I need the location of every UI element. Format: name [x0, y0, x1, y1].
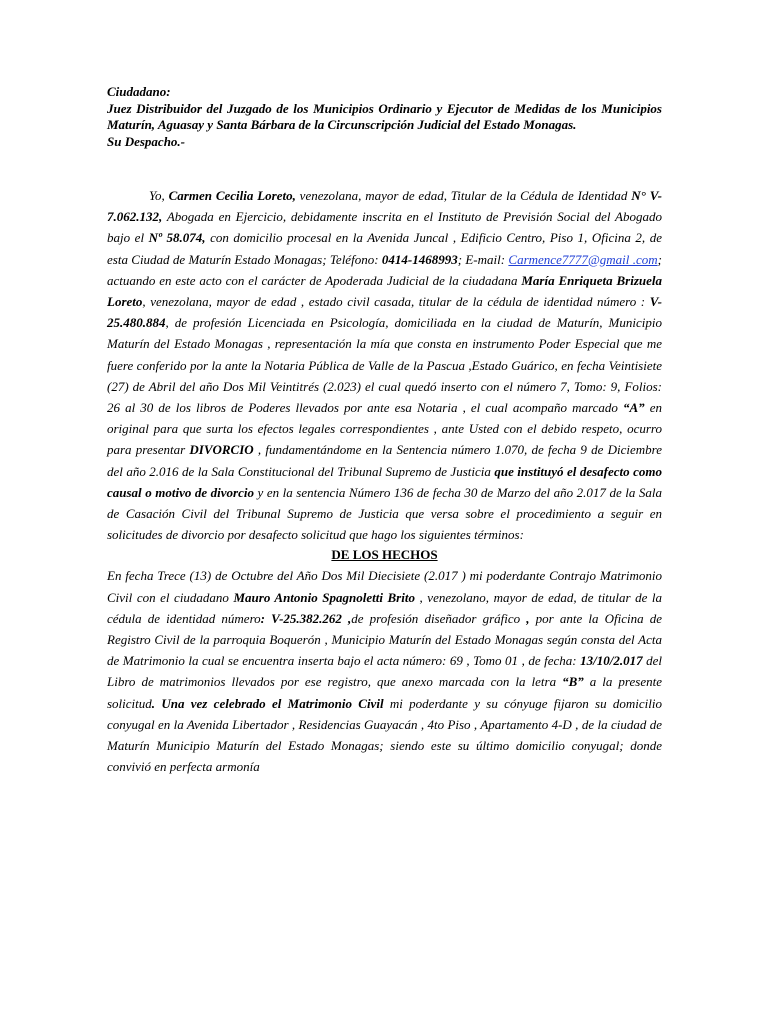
- mark-a: “A”: [622, 400, 645, 416]
- hechos-text: a la presente solicitud: [107, 674, 662, 711]
- spouse-id: : V-25.382.262 ,: [260, 610, 352, 626]
- hechos-paragraph: [107, 565, 662, 777]
- hechos-text: de profesión diseñador gráfico: [351, 610, 527, 626]
- letter-body: [107, 185, 662, 777]
- hechos-bold-text: . Una vez celebrado el Matrimonio Civil: [151, 695, 384, 711]
- spouse-name: Mauro Antonio Spagnoletti Brito: [233, 589, 415, 605]
- bold-comma: ,: [526, 610, 530, 626]
- letter-header: [107, 84, 662, 150]
- lawyer-name: Carmen Cecilia Loreto,: [168, 188, 296, 203]
- intro-text: Yo,: [149, 188, 169, 203]
- hechos-text: por ante la Oficina de Registro Civil de la parroquia Boquerón , Municipio Maturín del Estado Monagas según consta del Acta de Matrimonio la cual se encuentra inserta bajo el acta número: 69 , Tomo 01 , de fecha:: [107, 610, 662, 669]
- section-title-hechos: DE LOS HECHOS: [331, 547, 438, 563]
- intro-text: , de profesión Licenciada en Psicología, domiciliada en la ciudad de Maturín, Municipio Maturín del Estado Monagas , representación la mía que consta en instrumento Poder Especial que me fuere conferido por la ante la Notaria Pública de Valle de la Pascua ,Estado Guárico, en fecha Veintisiete (27) de Abril del año Dos Mil Veintitrés (2.023) el cual quedó inserto con el número 7, Tomo: 9, Folios: 26 al 30 de los libros de Poderes llevados por ante esa Notaria , el cual acompaño marcado: [107, 315, 662, 416]
- divorcio-keyword: DIVORCIO: [189, 442, 254, 458]
- salutation: Ciudadano:: [107, 84, 171, 99]
- marriage-date: 13/10/2.017: [580, 653, 643, 669]
- desafecto-clause: que instituyó el desafecto como causal o motivo de divorcio: [107, 463, 662, 500]
- intro-text: con domicilio procesal en la Avenida Juncal , Edificio Centro, Piso 1, Oficina 2, de esta Ciudad de Maturín Estado Monagas; Teléfono:: [107, 230, 662, 267]
- intro-text: Abogada en Ejercicio, debidamente inscrita en el Instituto de Previsión Social del Abogado bajo el: [107, 209, 662, 246]
- inpre-number: Nº 58.074,: [148, 230, 206, 246]
- intro-text: , venezolana, mayor de edad , estado civil casada, titular de la cédula de identidad número :: [142, 294, 650, 310]
- mark-b: “B”: [562, 674, 584, 690]
- intro-text: ; actuando en este acto con el carácter de Apoderada Judicial de la ciudadana: [107, 251, 662, 288]
- client-id: V- 25.480.884: [107, 294, 662, 331]
- intro-text: ; E-mail:: [457, 251, 509, 267]
- email-link[interactable]: Carmence7777@gmail .com: [508, 251, 658, 267]
- phone-number: 0414-1468993: [381, 251, 458, 267]
- intro-paragraph: [107, 185, 662, 545]
- intro-text: , fundamentándome en la Sentencia número 1.070, de fecha 9 de Diciembre del año 2.016 de la Sala Constitucional del Tribunal Supremo de Justicia: [107, 442, 662, 479]
- hechos-text: mi poderdante y su cónyuge fijaron su domicilio conyugal en la Avenida Libertador , Residencias Guayacán , 4to Piso , Apartamento 4-D , de la ciudad de Maturín Municipio Maturín del Estado Monagas; siendo este su último domicilio conyugal; donde convivió en perfecta armonía: [107, 695, 662, 775]
- su-despacho: Su Despacho.-: [107, 133, 186, 149]
- client-name: María Enriqueta Brizuela Loreto: [107, 272, 662, 310]
- hechos-text: del Libro de matrimonios llevados por ese registro, que anexo marcada con la letra: [107, 653, 662, 690]
- addressee: Juez Distribuidor del Juzgado de los Municipios Ordinario y Ejecutor de Medidas de los Municipios Maturín, Aguasay y Santa Bárbara de la Circunscripción Judicial del Estado Monagas.: [107, 100, 662, 133]
- hechos-text: En fecha Trece (13) de Octubre del Año Dos Mil Diecisiete (2.017 ) mi poderdante Contrajo Matrimonio Civil con el ciudadano: [107, 568, 662, 605]
- intro-text: en original para que surta los efectos legales correspondientes , ante Usted con el debido respeto, ocurro para presentar: [107, 400, 662, 458]
- intro-text: y en la sentencia Número 136 de fecha 30 de Marzo del año 2.017 de la Sala de Casación Civil del Tribunal Supremo de Justicia que versa sobre el procedimiento a seguir en solicitudes de divorcio por desafecto solicitud que hago los siguientes términos:: [107, 484, 662, 543]
- hechos-text: , venezolano, mayor de edad, de titular de la cédula de identidad número: [107, 589, 662, 626]
- lawyer-id: N° V-7.062.132,: [107, 188, 662, 225]
- intro-text: venezolana, mayor de edad, Titular de la Cédula de Identidad: [295, 188, 632, 203]
